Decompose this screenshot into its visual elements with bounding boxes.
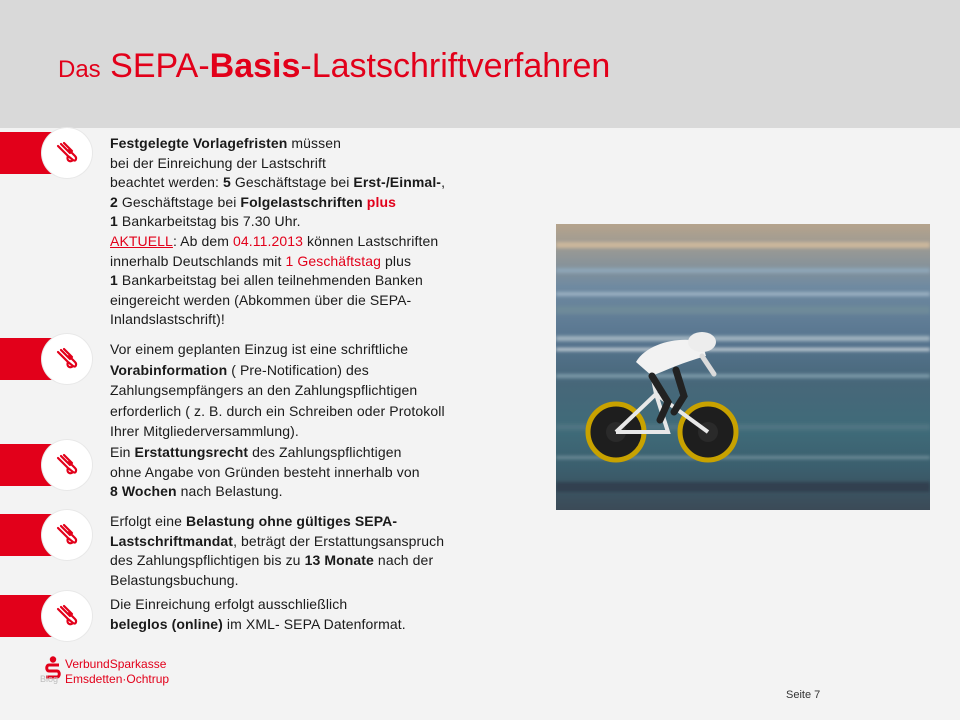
- bullet-text-3: Ein Erstattungsrecht des Zahlungspflichtigen ohne Angabe von Gründen besteht innerhalb von 8 Wochen nach Belastung.: [110, 444, 420, 500]
- bullet-circle: [42, 510, 92, 560]
- sparkasse-logo: [40, 652, 240, 692]
- hand-pointing-icon: [55, 347, 79, 371]
- bullet-marker-1: [0, 132, 100, 174]
- bullet-text-1: Festgelegte Vorlagefristen müssen bei der Einreichung der Lastschrift beachtet werden: 5 Geschäftstage bei Erst-/Einmal-, 2 Geschäftstage bei Folgelastschriften plus 1 Bankarbeitstag bis 7.30 Uhr. AKTUELL: Ab dem 04.11.2013 können Lastschriften innerhalb Deutschlands mit 1 Geschäftstag plus 1 Bankarbeitstag bei allen teilnehmenden Banken eingereicht werden (Abkommen über die SEPA- Inlandslastschrift)!: [110, 135, 446, 328]
- bullet-text-4: Erfolgt eine Belastung ohne gültiges SEPA- Lastschriftmandat, beträgt der Erstattungsanspruch des Zahlungspflichtigen bis zu 13 Monate nach der Belastungsbuchung.: [110, 513, 445, 588]
- cyclist-photo: [556, 224, 930, 510]
- bullet-marker-4: [0, 514, 100, 556]
- bullet-circle: [42, 334, 92, 384]
- hand-pointing-icon: [55, 141, 79, 165]
- hand-pointing-icon: [55, 604, 79, 628]
- bullet-circle: [42, 591, 92, 641]
- bullet-text-5: Die Einreichung erfolgt ausschließlich beleglos (online) im XML- SEPA Datenformat.: [110, 596, 406, 632]
- bullet-marker-3: [0, 444, 100, 486]
- logo-text: VerbundSparkasse Emsdetten·Ochtrup: [65, 657, 170, 686]
- cyclist-image: [556, 224, 930, 510]
- bullet-text-2: Vor einem geplanten Einzug ist eine schriftliche Vorabinformation ( Pre-Notification) des Zahlungsempfängers an den Zahlungspflichtigen erforderlich ( z. B. durch ein Schreiben oder Protokoll Ihrer Mitgliederversammlung).: [110, 341, 445, 439]
- hand-pointing-icon: [55, 453, 79, 477]
- bullet-marker-2: [0, 338, 100, 380]
- logo-faint-text: Blog: [40, 674, 59, 684]
- bullet-marker-5: [0, 595, 100, 637]
- hand-pointing-icon: [55, 523, 79, 547]
- bullet-circle: [42, 128, 92, 178]
- bullet-circle: [42, 440, 92, 490]
- page-number: Seite 7: [786, 689, 821, 701]
- slide-title: Das SEPA-Basis-Lastschriftverfahren: [58, 47, 611, 85]
